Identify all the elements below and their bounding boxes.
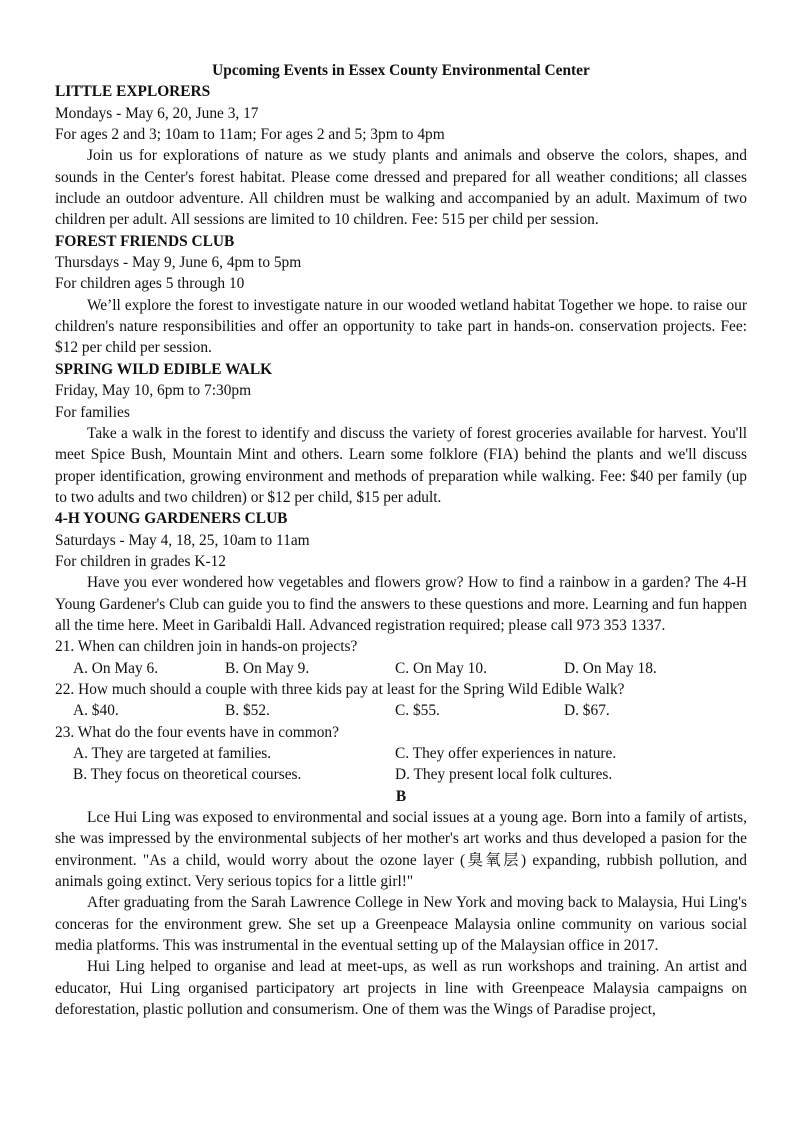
- event-spring-wild-edible-walk: [55, 359, 747, 508]
- option-a: A. On May 6.: [73, 659, 159, 677]
- section-b-label: B: [395, 787, 407, 805]
- option-a: A. They are targeted at families.: [73, 745, 272, 762]
- event-schedule: Thursdays - May 9, June 6, 4pm to 5pm: [55, 254, 302, 272]
- event-schedule: Saturdays - May 4, 18, 25, 10am to 11am: [55, 531, 310, 549]
- event-forest-friends-club: [55, 231, 747, 359]
- question-options: [55, 658, 747, 679]
- event-audience: For children ages 5 through 10: [55, 275, 245, 293]
- event-little-explorers: [55, 81, 747, 230]
- option-d: D. $67.: [564, 702, 610, 720]
- question-options-row-2: [55, 764, 747, 785]
- event-heading: LITTLE EXPLORERS: [55, 83, 211, 101]
- event-description: Join us for explorations of nature as we study plants and animals and observe the colors, shapes, and sounds in the Center's forest habitat. Please come dressed and prepared for all weather conditions; all classes include an outdoor adventure. All children must be walking and accompanied by an adult. Maximum of two children per adult. All sessions are limited to 10 children. Fee: 515 per child per session.: [55, 147, 747, 229]
- question-options-row-1: [55, 743, 747, 764]
- option-d: D. They present local folk cultures.: [395, 766, 613, 784]
- question-options: [55, 700, 747, 721]
- passage-paragraph: Hui Ling helped to organise and lead at meet-ups, as well as run workshops and training. An artist and educator, Hui Ling organised participatory art projects in line with Greenpeace Malaysia campaigns on deforestation, plastic pollution and consumerism. One of them was the Wings of Paradise project,: [55, 958, 747, 1019]
- option-c: C. On May 10.: [395, 659, 487, 677]
- passage-paragraph: Lce Hui Ling was exposed to environmental and social issues at a young age. Born into a family of artists, she was impressed by the environmental subjects of her mother's art works and thus developed a pasion for the environment. "As a child, would worry about the ozone layer (臭氧层) expanding, rubbish pollution, and animals going extinct. Very serious topics for a little girl!": [55, 809, 747, 891]
- option-b: B. On May 9.: [225, 659, 310, 677]
- event-description: We’ll explore the forest to investigate nature in our wooded wetland habitat Together we hope. to raise our children's nature responsibilities and offer an opportunity to take part in hands-on. conservation projects. Fee: $12 per child per session.: [55, 296, 747, 357]
- question-stem: 22. How much should a couple with three kids pay at least for the Spring Wild Edible Walk?: [55, 680, 625, 698]
- question-21: [55, 636, 747, 679]
- question-22: [55, 679, 747, 722]
- event-4h-young-gardeners-club: [55, 508, 747, 636]
- event-heading: 4-H YOUNG GARDENERS CLUB: [55, 510, 288, 528]
- question-23: [55, 722, 747, 786]
- event-audience: For ages 2 and 3; 10am to 11am; For ages 2 and 5; 3pm to 4pm: [55, 126, 445, 144]
- event-description: Take a walk in the forest to identify and discuss the variety of forest groceries available for harvest. You'll meet Spice Bush, Mountain Mint and others. Learn some folklore (FIA) behind the plants and we'll discuss proper identification, growing environment and methods of preparation while walking. Fee: $40 per family (up to two adults and two children) or $12 per child, $15 per adult.: [55, 424, 747, 506]
- page-title: Upcoming Events in Essex County Environmental Center: [212, 62, 590, 79]
- event-schedule: Mondays - May 6, 20, June 3, 17: [55, 104, 259, 122]
- option-b: B. $52.: [225, 702, 270, 720]
- event-heading: FOREST FRIENDS CLUB: [55, 232, 235, 250]
- option-c: C. They offer experiences in nature.: [395, 745, 617, 762]
- event-audience: For children in grades K-12: [55, 552, 226, 570]
- event-audience: For families: [55, 403, 130, 421]
- question-stem: 23. What do the four events have in common?: [55, 723, 339, 741]
- option-d: D. On May 18.: [564, 659, 657, 677]
- option-b: B. They focus on theoretical courses.: [73, 766, 302, 784]
- event-description: Have you ever wondered how vegetables and flowers grow? How to find a rainbow in a garden? The 4-H Young Gardener's Club can guide you to find the answers to these questions and more. Learning and fun happen all the time here. Meet in Garibaldi Hall. Advanced registration required; please call 973 353 1337.: [55, 574, 747, 634]
- event-schedule: Friday, May 10, 6pm to 7:30pm: [55, 382, 252, 400]
- option-a: A. $40.: [73, 702, 119, 720]
- question-stem: 21. When can children join in hands-on projects?: [55, 638, 358, 656]
- option-c: C. $55.: [395, 702, 440, 720]
- event-heading: SPRING WILD EDIBLE WALK: [55, 360, 273, 378]
- document-page: [55, 60, 747, 1020]
- passage-paragraph: After graduating from the Sarah Lawrence College in New York and moving back to Malaysia, Hui Ling's conceras for the environment grew. She set up a Greenpeace Malaysia online community on various social media platforms. This was instrumental in the eventual setting up of the Malaysian office in 2017.: [55, 894, 747, 955]
